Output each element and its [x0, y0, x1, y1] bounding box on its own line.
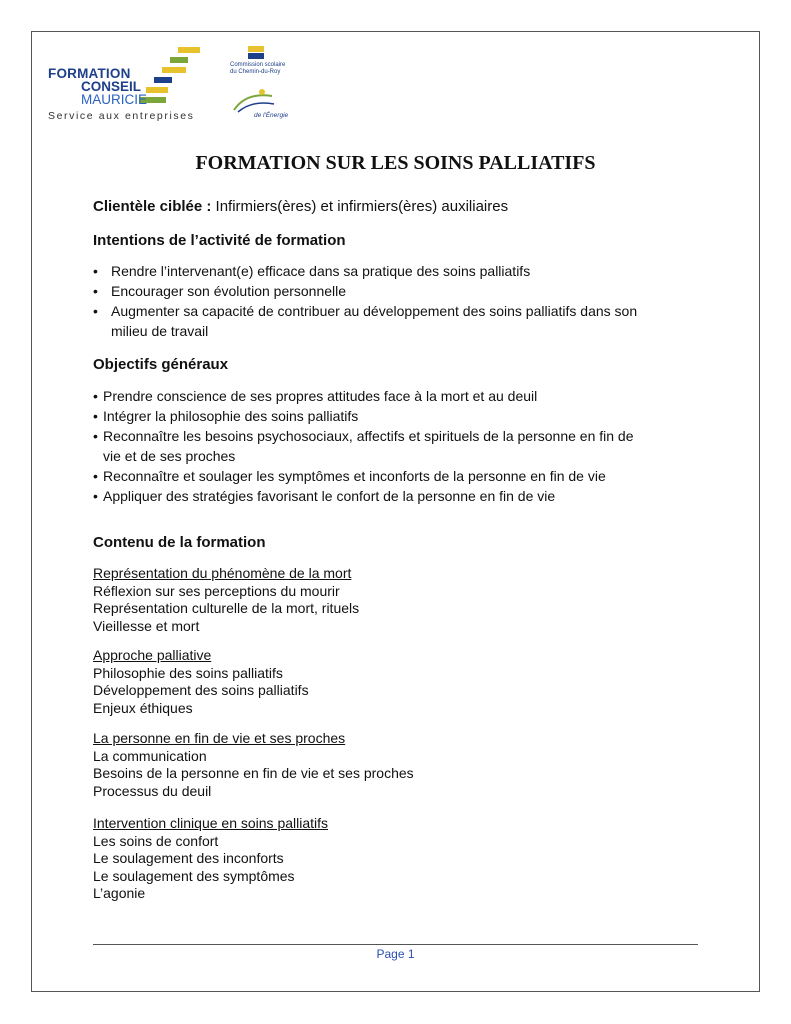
intentions-heading: Intentions de l’activité de formation — [93, 232, 346, 249]
document-title: FORMATION SUR LES SOINS PALLIATIFS — [195, 152, 596, 174]
section-title: Représentation du phénomène de la mort — [93, 565, 352, 581]
objectifs-item: • Appliquer des stratégies favorisant le confort de la personne en fin de vie — [93, 488, 556, 504]
section-item: Les soins de confort — [93, 832, 219, 849]
section-item: Processus du deuil — [93, 782, 212, 799]
logo-bars-icon — [140, 47, 210, 109]
logo-line3: MAURICIE — [81, 92, 148, 107]
objectifs-item: • Prendre conscience de ses propres attitudes face à la mort et au deuil — [93, 388, 538, 404]
contenu-heading: Contenu de la formation — [93, 534, 266, 551]
logo-line1: FORMATION — [48, 66, 131, 81]
objectifs-item: • Intégrer la philosophie des soins palliatifs — [93, 408, 359, 424]
section-item: Vieillesse et mort — [93, 617, 200, 634]
client-label: Clientèle ciblée : — [93, 198, 212, 215]
intentions-item: • Rendre l’intervenant(e) efficace dans sa pratique des soins palliatifs — [93, 263, 531, 279]
section-item: Besoins de la personne en fin de vie et ses proches — [93, 765, 414, 781]
logo-tagline: Service aux entreprises — [48, 110, 195, 122]
section-title: La personne en fin de vie et ses proches — [93, 730, 346, 746]
client-row — [93, 198, 508, 215]
intentions-item: • Encourager son évolution personnelle — [93, 283, 347, 299]
page-number: Page 1 — [376, 947, 415, 961]
objectifs-heading: Objectifs généraux — [93, 356, 229, 373]
section-item: Représentation culturelle de la mort, rituels — [93, 600, 360, 616]
contenu-section-4 — [93, 815, 328, 903]
section-title: Intervention clinique en soins palliatifs — [93, 815, 329, 831]
section-item: La communication — [93, 747, 207, 764]
section-item: Réflexion sur ses perceptions du mourir — [93, 582, 340, 599]
formation-conseil-logo — [48, 47, 218, 125]
partner-logos — [230, 46, 290, 122]
section-item: Développement des soins palliatifs — [93, 682, 309, 698]
contenu-section-1 — [93, 565, 359, 635]
contenu-section-2 — [93, 647, 309, 717]
section-item: Le soulagement des symptômes — [93, 867, 295, 884]
section-item: Enjeux éthiques — [93, 699, 193, 716]
commission-scolaire-icon — [248, 46, 264, 60]
objectifs-item: • Reconnaître et soulager les symptômes et inconforts de la personne en fin de vie — [93, 468, 606, 484]
section-item: L’agonie — [93, 885, 146, 901]
intentions-item-cont: milieu de travail — [111, 323, 209, 339]
partner-line1: Commission scolaire du Chemin-du-Roy — [230, 62, 286, 75]
objectifs-item: • Reconnaître les besoins psychosociaux, affectifs et spirituels de la personne en fin de — [93, 428, 634, 444]
partner-line3: de l'Énergie — [254, 112, 289, 119]
logo-line2: CONSEIL — [81, 79, 142, 94]
section-item: Le soulagement des inconforts — [93, 850, 284, 866]
footer-divider — [93, 944, 698, 945]
contenu-section-3 — [93, 730, 414, 800]
section-title: Approche palliative — [93, 647, 212, 663]
objectifs-item-cont: vie et de ses proches — [103, 448, 236, 464]
intentions-item: • Augmenter sa capacité de contribuer au développement des soins palliatifs dans son — [93, 303, 638, 319]
client-value: Infirmiers(ères) et infirmiers(ères) auxiliaires — [215, 198, 509, 215]
section-item: Philosophie des soins palliatifs — [93, 664, 283, 681]
